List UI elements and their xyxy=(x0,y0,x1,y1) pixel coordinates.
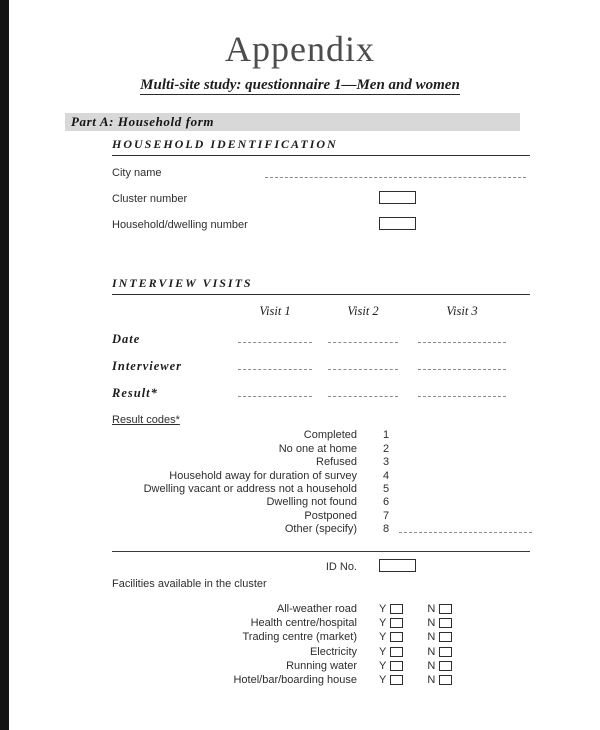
part-a-header: Part A: Household form xyxy=(65,113,520,131)
result-code-value: 3 xyxy=(383,456,390,469)
interviewer-visit-2-line[interactable] xyxy=(328,359,398,370)
facility-row xyxy=(112,616,542,630)
health-centre-yes-checkbox[interactable] xyxy=(390,618,403,628)
facility-label: Electricity xyxy=(309,645,357,658)
result-code-row xyxy=(112,468,532,481)
facility-label: Health centre/hospital xyxy=(250,617,357,630)
no-label: N xyxy=(427,603,436,616)
result-visit-2-line[interactable] xyxy=(328,386,398,397)
page-title: Appendix xyxy=(225,29,375,69)
result-row xyxy=(112,386,532,400)
city-name-input-line[interactable] xyxy=(265,167,526,178)
cluster-number-label: Cluster number xyxy=(112,193,188,205)
facility-row xyxy=(112,645,542,659)
result-code-label: Other (specify) xyxy=(284,523,357,536)
yes-label: Y xyxy=(379,617,387,630)
hotel-bar-boarding-house-no-checkbox[interactable] xyxy=(439,675,452,685)
cluster-number-box[interactable] xyxy=(379,191,416,204)
scan-edge-artifact xyxy=(0,0,9,730)
other-specify-input-line[interactable] xyxy=(399,532,532,533)
facility-label: Trading centre (market) xyxy=(242,631,357,644)
interview-visits-heading: INTERVIEW VISITS xyxy=(112,276,530,295)
yes-label: Y xyxy=(379,659,387,672)
result-code-value: 1 xyxy=(383,429,390,442)
page-subtitle xyxy=(0,77,600,94)
result-code-row xyxy=(112,495,532,508)
result-code-label: Household away for duration of survey xyxy=(169,469,357,482)
result-code-label: Refused xyxy=(316,456,357,469)
yes-label: Y xyxy=(379,674,387,687)
result-visit-3-line[interactable] xyxy=(418,386,506,397)
all-weather-road-no-checkbox[interactable] xyxy=(439,604,452,614)
result-code-value: 8 xyxy=(383,523,390,536)
result-code-row xyxy=(112,508,532,521)
yes-label: Y xyxy=(379,603,387,616)
city-name-label: City name xyxy=(112,167,162,179)
interviewer-label: Interviewer xyxy=(112,359,183,373)
date-visit-3-line[interactable] xyxy=(418,332,506,343)
household-dwelling-number-label: Household/dwelling number xyxy=(112,219,248,231)
result-code-value: 7 xyxy=(383,509,390,522)
result-code-label: Completed xyxy=(303,429,357,442)
facility-label: All-weather road xyxy=(276,603,357,616)
result-code-value: 2 xyxy=(383,442,390,455)
page-subtitle-text: Multi-site study: questionnaire 1—Men and women xyxy=(140,77,460,93)
result-codes-heading: Result codes* xyxy=(112,414,180,426)
result-code-row xyxy=(112,428,532,441)
result-code-value: 5 xyxy=(383,482,390,495)
trading-centre-no-checkbox[interactable] xyxy=(439,632,452,642)
id-no-label: ID No. xyxy=(325,561,357,573)
result-codes-list xyxy=(112,428,532,535)
no-label: N xyxy=(427,617,436,630)
date-row xyxy=(112,332,532,346)
hotel-bar-boarding-house-yes-checkbox[interactable] xyxy=(390,675,403,685)
result-code-row xyxy=(112,455,532,468)
id-no-box[interactable] xyxy=(379,559,416,572)
result-visit-1-line[interactable] xyxy=(238,386,312,397)
all-weather-road-yes-checkbox[interactable] xyxy=(390,604,403,614)
running-water-yes-checkbox[interactable] xyxy=(390,661,403,671)
no-label: N xyxy=(427,645,436,658)
facility-row xyxy=(112,602,542,616)
result-code-label: No one at home xyxy=(278,442,357,455)
result-code-row xyxy=(112,522,532,535)
no-label: N xyxy=(427,631,436,644)
result-code-row xyxy=(112,482,532,495)
facilities-heading: Facilities available in the cluster xyxy=(112,578,267,590)
electricity-no-checkbox[interactable] xyxy=(439,647,452,657)
facility-label: Hotel/bar/boarding house xyxy=(233,674,357,687)
visit-1-header: Visit 1 xyxy=(259,304,291,318)
facilities-list xyxy=(112,602,542,687)
result-code-label: Dwelling not found xyxy=(266,496,357,509)
yes-label: Y xyxy=(379,645,387,658)
result-label: Result* xyxy=(112,386,158,400)
yes-label: Y xyxy=(379,631,387,644)
section-divider xyxy=(112,551,530,552)
interviewer-visit-1-line[interactable] xyxy=(238,359,312,370)
electricity-yes-checkbox[interactable] xyxy=(390,647,403,657)
result-code-value: 4 xyxy=(383,469,390,482)
health-centre-no-checkbox[interactable] xyxy=(439,618,452,628)
date-label: Date xyxy=(112,332,141,346)
date-visit-2-line[interactable] xyxy=(328,332,398,343)
household-identification-heading: HOUSEHOLD IDENTIFICATION xyxy=(112,137,530,156)
result-code-label: Dwelling vacant or address not a household xyxy=(143,482,357,495)
visit-2-header: Visit 2 xyxy=(347,304,379,318)
no-label: N xyxy=(427,659,436,672)
facility-label: Running water xyxy=(286,659,357,672)
result-code-label: Postponed xyxy=(304,509,357,522)
running-water-no-checkbox[interactable] xyxy=(439,661,452,671)
no-label: N xyxy=(427,674,436,687)
interviewer-visit-3-line[interactable] xyxy=(418,359,506,370)
result-code-row xyxy=(112,441,532,454)
result-code-value: 6 xyxy=(383,496,390,509)
visit-3-header: Visit 3 xyxy=(446,304,478,318)
household-dwelling-number-box[interactable] xyxy=(379,217,416,230)
date-visit-1-line[interactable] xyxy=(238,332,312,343)
facility-row xyxy=(112,630,542,644)
interviewer-row xyxy=(112,359,532,373)
trading-centre-yes-checkbox[interactable] xyxy=(390,632,403,642)
facility-row xyxy=(112,659,542,673)
facility-row xyxy=(112,673,542,687)
